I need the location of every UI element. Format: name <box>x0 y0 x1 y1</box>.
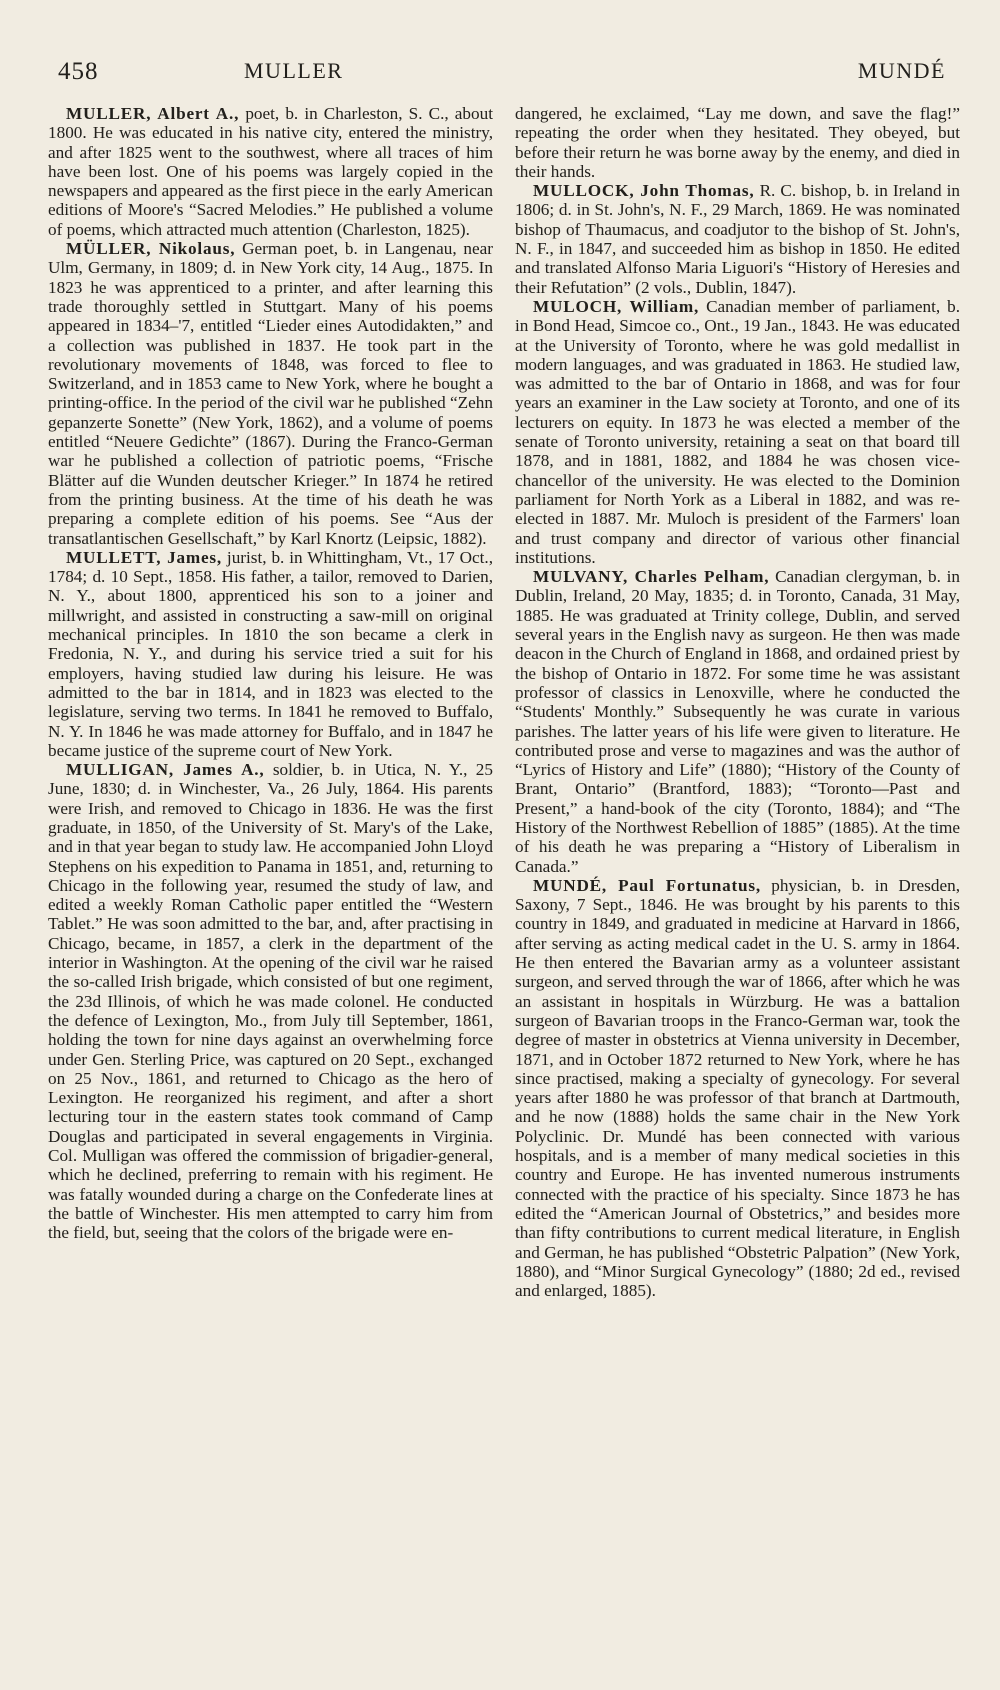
entry-headword: MULLOCK, John Thomas, <box>533 181 755 201</box>
entry-headword: MULLETT, James, <box>66 547 223 567</box>
text-columns <box>48 104 960 1300</box>
entry-muller-nikolaus <box>48 239 493 548</box>
entry-mullett-james <box>48 548 493 760</box>
entry-headword: MULLER, Albert A., <box>66 104 240 123</box>
entry-text: jurist, b. in Whittingham, Vt., 17 Oct., 1784; d. 10 Sept., 1858. His father, a tailor, removed to Darien, N. Y., about 1800, apprenticed his son to a joiner and millwright, and assisted in constructing a saw-mill on original mechanical principles. In 1810 the son became a clerk in Fredonia, N. Y., and during his service tried a suit for his employers, having studied law during his leisure. He was admitted to the bar in 1814, and in 1823 was elected to the legislature, serving two terms. In 1841 he removed to Buffalo, N. Y. In 1846 he was made attorney for Buffalo, and in 1847 he became justice of the supreme court of New York. <box>48 547 494 760</box>
entry-text: R. C. bishop, b. in Ireland in 1806; d. in St. John's, N. F., 29 March, 1869. He was nominated bishop of Thaumacus, and coadjutor to the bishop of St. John's, N. F., in 1847, and succeeded him as bishop in 1850. He edited and translated Alfonso Maria Liguori's “History of Heresies and their Refutation” (2 vols., Dublin, 1847). <box>515 181 960 297</box>
entry-mulligan-continued <box>515 104 960 181</box>
entry-text: poet, b. in Charleston, S. C., about 1800. He was educated in his native city, entered the ministry, and after 1825 went to the southwest, where all traces of him have been lost. One of his poems was largely copied in the newspapers and appeared as the first piece in the early American editions of Moore's “Sacred Melodies.” He published a volume of poems, which attracted much attention (Charleston, 1825). <box>48 104 493 239</box>
left-column <box>48 104 493 1300</box>
entry-muloch-william <box>515 297 960 567</box>
entry-text: soldier, b. in Utica, N. Y., 25 June, 1830; d. in Winchester, Va., 26 July, 1864. His parents were Irish, and removed to Chicago in 1836. He was the first graduate, in 1850, of the University of St. Mary's of the Lake, and in that year began to study law. He accompanied John Lloyd Stephens on his expedition to Panama in 1851, and, returning to Chicago in the following year, resumed the study of law, and edited a weekly Roman Catholic paper entitled the “Western Tablet.” He was soon admitted to the bar, and, after practising in Chicago, became, in 1857, a clerk in the department of the interior in Washington. At the opening of the civil war he raised the so-called Irish brigade, which consisted of but one regiment, the 23d Illinois, of which he was made colonel. He conducted the defence of Lexington, Mo., from July till September, 1861, holding the town for nine days against an overwhelming force under Gen. Sterling Price, was captured on 20 Sept., exchanged on 25 Nov., 1861, and returned to Chicago as the hero of Lexington. He reorganized his regiment, and after a short lecturing tour in the eastern states took command of Camp Douglas and participated in several engagements in Virginia. Col. Mulligan was offered the commission of brigadier-general, which he declined, preferring to remain with his regiment. He was fatally wounded during a charge on the Confederate lines at the battle of Winchester. His men attempted to carry him from the field, but, seeing that the colors of the brigade were en- <box>48 760 493 1243</box>
entry-headword: MULOCH, William, <box>533 296 700 316</box>
entry-text: physician, b. in Dresden, Saxony, 7 Sept., 1846. He was brought by his parents to this country in 1849, and graduated in medicine at Harvard in 1866, after serving as acting medical cadet in the U. S. army in 1864. He then entered the Bavarian army as a volunteer assistant surgeon, and served through the war of 1866, after which he was an assistant in hospitals in Würzburg. He was a battalion surgeon of Bavarian troops in the Franco-German war, took the degree of master in obstetrics at Vienna university in December, 1871, and in October 1872 returned to New York, where he has since practised, making a specialty of gynecology. For several years after 1880 he was professor of that branch at Dartmouth, and he now (1888) holds the same chair in the New York Polyclinic. Dr. Mundé has been connected with various hospitals, and is a member of many medical societies in this country and Europe. He has invented numerous instruments connected with the practice of his specialty. Since 1873 he has edited the “American Journal of Obstetrics,” and besides more than fifty contributions to current medical literature, in English and German, he has published “Obstetric Palpation” (New York, 1880), and “Minor Surgical Gynecology” (1880; 2d ed., revised and enlarged, 1885). <box>515 875 960 1301</box>
running-head-left: MULLER <box>244 58 344 83</box>
running-head <box>48 58 960 98</box>
running-head-right: MUNDÉ <box>857 58 946 83</box>
entry-headword: MÜLLER, Nikolaus, <box>66 239 236 259</box>
entry-headword: MUNDÉ, Paul Fortunatus, <box>533 875 761 895</box>
entry-headword: MULLIGAN, James A., <box>66 760 265 780</box>
entry-munde-paul <box>515 876 960 1301</box>
entry-text: German poet, b. in Langenau, near Ulm, Germany, in 1809; d. in New York city, 14 Aug., 1875. In 1823 he was apprenticed to a printer, and after learning this trade thoroughly settled in Stuttgart. Many of his poems appeared in 1834–'7, entitled “Lieder eines Autodidakten,” and a collection was published in 1837. He took part in the revolutionary movements of 1848, was forced to flee to Switzerland, and in 1853 came to New York, where he bought a printing-office. In the period of the civil war he published “Zehn gepanzerte Sonette” (New York, 1862), and a volume of poems entitled “Neuere Gedichte” (1867). During the Franco-German war he published a collection of patriotic poems, “Frische Blätter auf die Wunden deutscher Krieger.” In 1874 he retired from the printing business. At the time of his death he was preparing a complete edition of his poems. See “Aus der transatlantischen Gesellschaft,” by Karl Knortz (Leipsic, 1882). <box>48 239 493 548</box>
entry-text: Canadian member of parliament, b. in Bond Head, Simcoe co., Ont., 19 Jan., 1843. He was educated at the University of Toronto, where he was gold medallist in modern languages, and was graduated in 1863. He studied law, was admitted to the bar of Ontario in 1868, and was for four years an examiner in the Law society at Toronto, and one of its lecturers on equity. In 1873 he was elected a member of the senate of Toronto university, retaining a seat on that board till 1878, and in 1881, 1882, and 1884 he was chosen vice-chancellor of the university. He was elected to the Dominion parliament for North York as a Liberal in 1882, and was re-elected in 1887. Mr. Muloch is president of the Farmers' loan and trust company and director of various other financial institutions. <box>515 296 960 567</box>
entry-muller-albert <box>48 104 493 239</box>
entry-text: Canadian clergyman, b. in Dublin, Ireland, 20 May, 1835; d. in Toronto, Canada, 31 May, 1885. He was graduated at Trinity college, Dublin, and served several years in the English navy as surgeon. He then was made deacon in the Church of England in 1868, and ordained priest by the bishop of Ontario in 1872. For some time he was assistant professor of classics in Lenoxville, where he conducted the “Students' Monthly.” Subsequently he was curate in various parishes. The latter years of his life were given to literature. He contributed prose and verse to magazines and was the author of “Lyrics of History and Life” (1880); “History of the County of Brant, Ontario” (Brantford, 1883); “Toronto—Past and Present,” a hand-book of the city (Toronto, 1884); and “The History of the Northwest Rebellion of 1885” (1885). At the time of his death he was preparing a “History of Liberalism in Canada.” <box>515 567 961 876</box>
page-number: 458 <box>58 58 99 85</box>
entry-text: dangered, he exclaimed, “Lay me down, and save the flag!” repeating the order when they hesitated. They obeyed, but before their return he was borne away by the enemy, and died in their hands. <box>515 104 960 181</box>
entry-headword: MULVANY, Charles Pelham, <box>533 567 770 587</box>
entry-mullock-john <box>515 181 960 297</box>
entry-mulligan-james <box>48 760 493 1242</box>
entry-mulvany-charles <box>515 567 960 876</box>
right-column <box>515 104 960 1300</box>
